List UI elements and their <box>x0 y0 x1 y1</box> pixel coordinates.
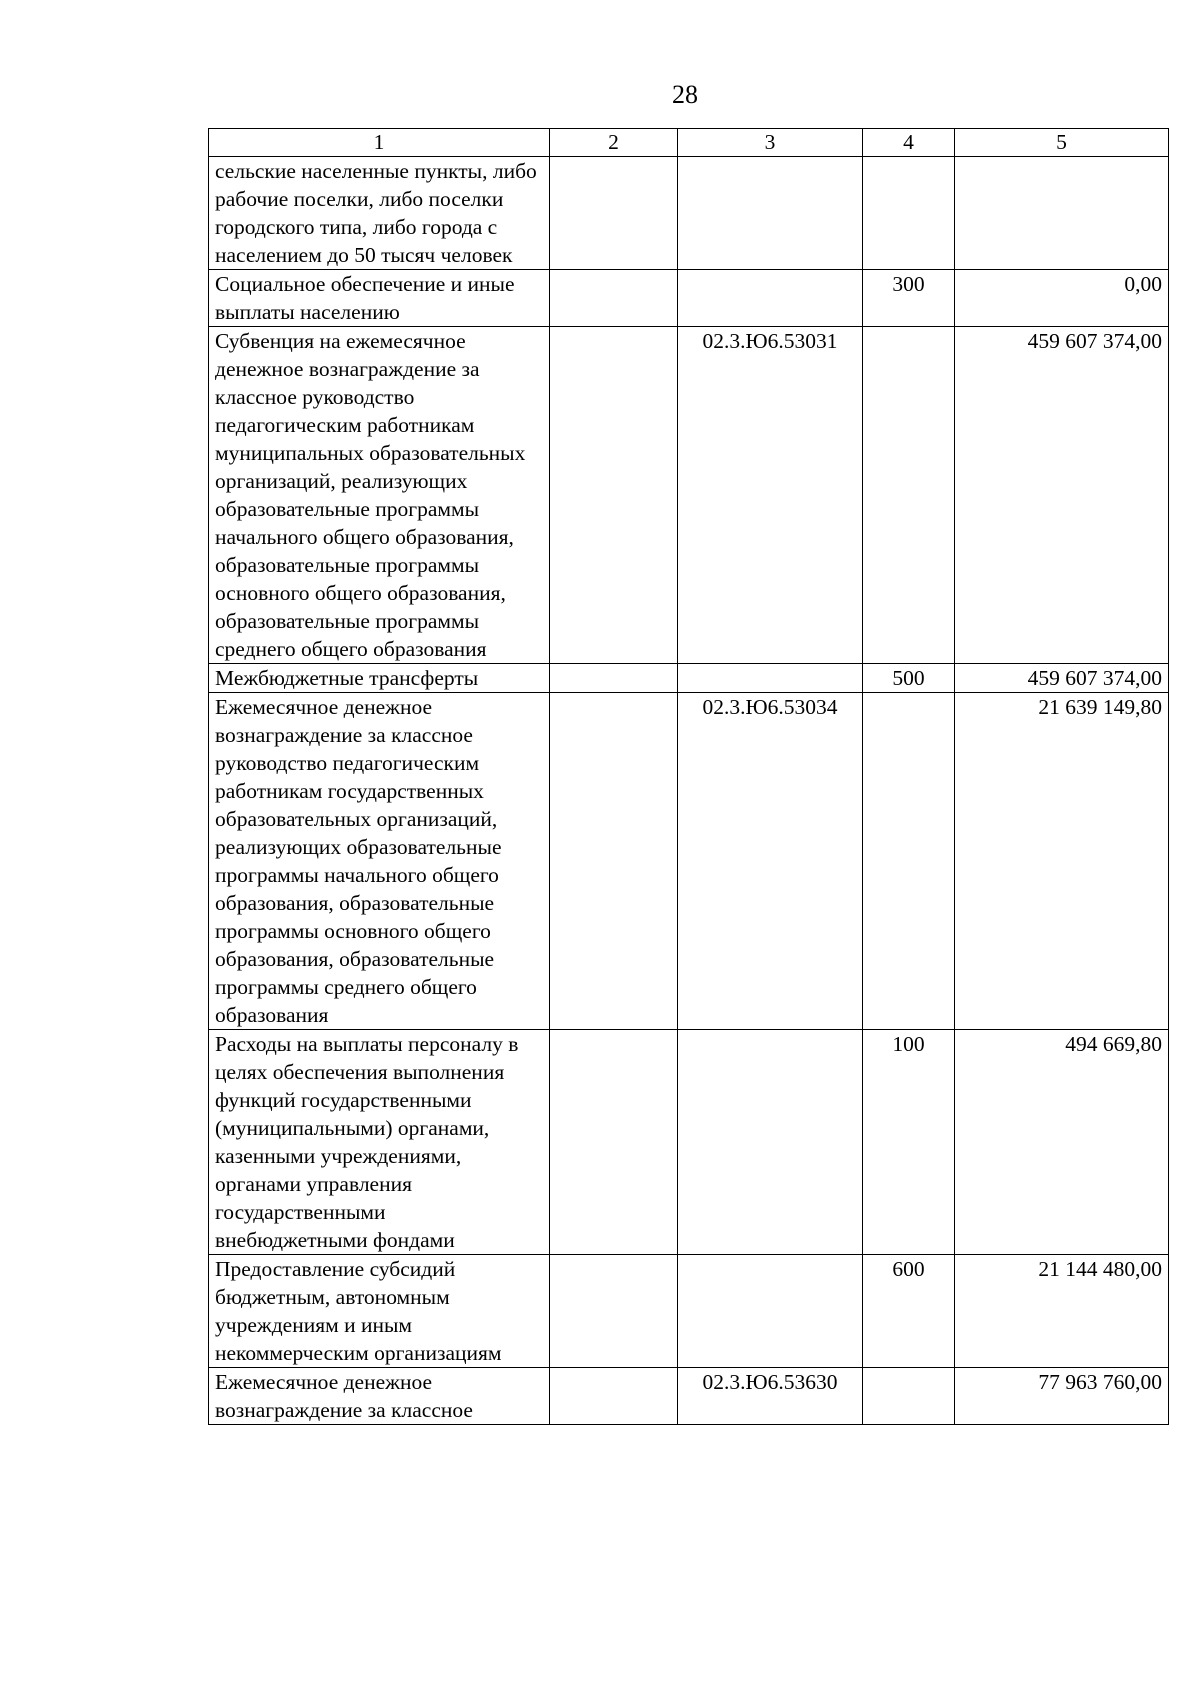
row-type <box>863 693 955 1030</box>
row-type <box>863 327 955 664</box>
row-type: 600 <box>863 1255 955 1368</box>
budget-table <box>208 128 1169 1425</box>
header-col-3: 3 <box>678 129 863 157</box>
row-type: 300 <box>863 270 955 327</box>
row-description: Ежемесячное денежное вознаграждение за классное <box>209 1368 550 1425</box>
row-description: Социальное обеспечение и иные выплаты населению <box>209 270 550 327</box>
table-row <box>209 693 1169 1030</box>
header-col-2: 2 <box>550 129 678 157</box>
table-row <box>209 270 1169 327</box>
row-amount: 459 607 374,00 <box>955 664 1169 693</box>
row-code: 02.3.Ю6.53034 <box>678 693 863 1030</box>
table-row <box>209 1255 1169 1368</box>
row-col2 <box>550 693 678 1030</box>
table-row <box>209 1030 1169 1255</box>
row-col2 <box>550 1255 678 1368</box>
row-type: 500 <box>863 664 955 693</box>
row-description: сельские населенные пункты, либо рабочие поселки, либо поселки городского типа, либо города с населением до 50 тысяч человек <box>209 157 550 270</box>
row-code <box>678 270 863 327</box>
row-amount <box>955 157 1169 270</box>
row-code: 02.3.Ю6.53630 <box>678 1368 863 1425</box>
row-type <box>863 157 955 270</box>
row-col2 <box>550 157 678 270</box>
row-amount: 494 669,80 <box>955 1030 1169 1255</box>
row-code <box>678 664 863 693</box>
page-number: 28 <box>672 80 698 109</box>
row-col2 <box>550 327 678 664</box>
row-type <box>863 1368 955 1425</box>
table-row <box>209 157 1169 270</box>
row-type: 100 <box>863 1030 955 1255</box>
header-row <box>209 129 1169 157</box>
row-col2 <box>550 270 678 327</box>
table-row <box>209 327 1169 664</box>
header-col-1: 1 <box>209 129 550 157</box>
row-amount: 0,00 <box>955 270 1169 327</box>
row-col2 <box>550 1368 678 1425</box>
row-amount: 21 144 480,00 <box>955 1255 1169 1368</box>
row-col2 <box>550 1030 678 1255</box>
row-code <box>678 1030 863 1255</box>
header-col-4: 4 <box>863 129 955 157</box>
row-code: 02.3.Ю6.53031 <box>678 327 863 664</box>
row-amount: 21 639 149,80 <box>955 693 1169 1030</box>
table-row <box>209 664 1169 693</box>
row-col2 <box>550 664 678 693</box>
row-code <box>678 1255 863 1368</box>
row-description: Предоставление субсидий бюджетным, автономным учреждениям и иным некоммерческим организациям <box>209 1255 550 1368</box>
row-description: Межбюджетные трансферты <box>209 664 550 693</box>
header-col-5: 5 <box>955 129 1169 157</box>
row-description: Субвенция на ежемесячное денежное вознаграждение за классное руководство педагогическим работникам муниципальных образовательных организаций, реализующих образовательные программы начального общего образования, образовательные программы основного общего образования, образовательные программы среднего общего образования <box>209 327 550 664</box>
row-description: Расходы на выплаты персоналу в целях обеспечения выполнения функций государственными (муниципальными) органами, казенными учреждениями, органами управления государственными внебюджетными фондами <box>209 1030 550 1255</box>
table-row <box>209 1368 1169 1425</box>
row-code <box>678 157 863 270</box>
row-amount: 77 963 760,00 <box>955 1368 1169 1425</box>
row-description: Ежемесячное денежное вознаграждение за классное руководство педагогическим работникам государственных образовательных организаций, реализующих образовательные программы начального общего образования, образовательные программы основного общего образования, образовательные программы среднего общего образования <box>209 693 550 1030</box>
row-amount: 459 607 374,00 <box>955 327 1169 664</box>
